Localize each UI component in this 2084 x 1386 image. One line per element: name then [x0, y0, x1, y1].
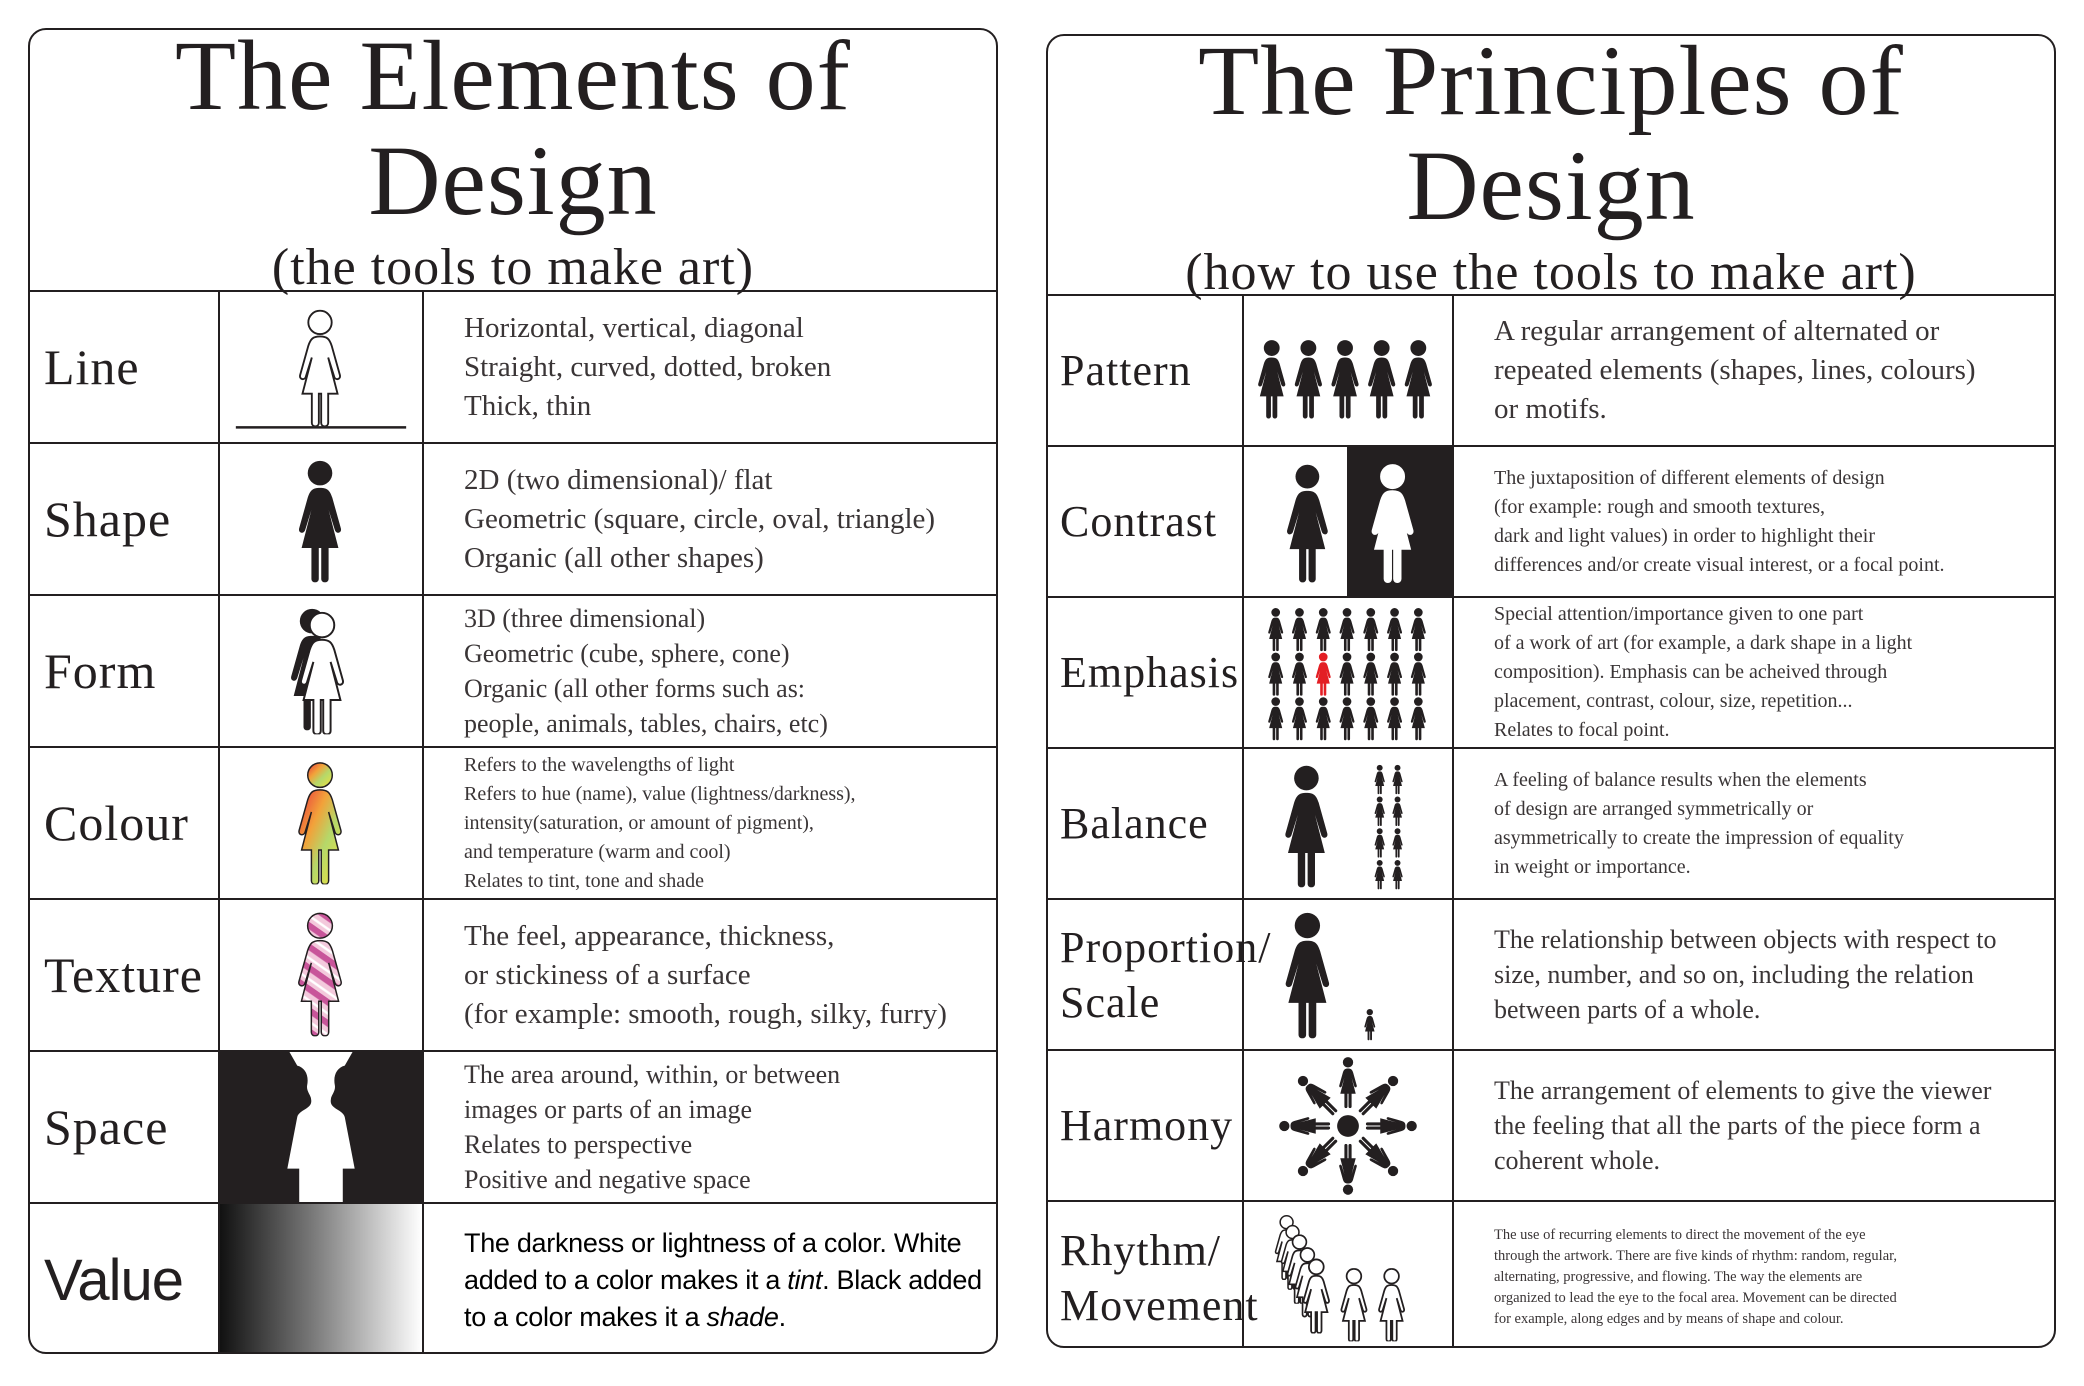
term-line: Proportion/	[1060, 922, 1272, 972]
principle-description	[1454, 447, 2054, 596]
person-grid-icon	[1244, 598, 1454, 747]
element-description	[424, 596, 996, 746]
person-figure	[1363, 697, 1378, 740]
principle-row-balance	[1048, 749, 2054, 900]
desc-line: The feel, appearance, thickness,	[464, 919, 835, 952]
desc-line: Refers to hue (name), value (lightness/darkness),	[464, 782, 856, 805]
desc-line: The area around, within, or between	[464, 1060, 841, 1089]
textured-person-icon	[220, 900, 424, 1050]
desc-line: asymmetrically to create the impression of equality	[1494, 826, 1904, 849]
principle-row-proportion	[1048, 900, 2054, 1051]
desc-fragment: to a color makes it a	[464, 1301, 700, 1332]
person-figure	[1292, 608, 1307, 651]
elements-title: The Elements of Design	[175, 28, 851, 237]
desc-fragment: .	[778, 1301, 786, 1332]
desc-line: Relates to perspective	[464, 1130, 693, 1159]
desc-fragment: . Black added	[822, 1264, 982, 1295]
element-row-space	[30, 1052, 996, 1204]
person-figure	[1279, 1117, 1330, 1135]
person-figure	[1316, 653, 1331, 696]
radial-persons-icon	[1244, 1051, 1454, 1200]
element-description	[424, 292, 996, 442]
element-row-texture	[30, 900, 996, 1052]
person-figure	[1340, 697, 1355, 740]
desc-line	[464, 1299, 982, 1336]
desc-line: (for example: rough and smooth textures,	[1494, 495, 1826, 518]
proportion-persons-icon	[1244, 900, 1454, 1049]
principle-row-rhythm	[1048, 1202, 2054, 1348]
elements-header	[30, 28, 996, 297]
desc-line: Refers to the wavelengths of light	[464, 753, 735, 776]
person-figure	[1316, 608, 1331, 651]
person-figure	[1387, 608, 1402, 651]
person-figure	[1268, 653, 1283, 696]
term-line: Movement	[1060, 1280, 1259, 1330]
person-figure	[1354, 1071, 1403, 1120]
element-description	[424, 1052, 996, 1202]
person-figure	[1293, 1071, 1342, 1120]
desc-line: A feeling of balance results when the elements	[1494, 768, 1867, 791]
principle-term: Balance	[1048, 749, 1244, 898]
element-description	[424, 748, 996, 898]
person-figure	[1387, 653, 1402, 696]
principle-term	[1048, 900, 1272, 1049]
element-row-line	[30, 292, 996, 444]
desc-line: of a work of art (for example, a dark shape in a light	[1494, 632, 1913, 654]
person-figure	[1340, 653, 1355, 696]
desc-line: coherent whole.	[1494, 1146, 1661, 1175]
desc-line: alternating, progressive, and flowing. The way the elements are	[1494, 1269, 1863, 1285]
desc-line: images or parts of an image	[464, 1095, 753, 1124]
person-figure	[1411, 653, 1426, 696]
person-row-icon	[1244, 296, 1454, 445]
desc-line: 3D (three dimensional)	[464, 604, 706, 633]
desc-line: and temperature (warm and cool)	[464, 840, 731, 863]
person-figure	[1316, 697, 1331, 740]
desc-emphasis: shade	[706, 1301, 779, 1332]
person-figure	[1292, 653, 1307, 696]
person-figure	[1268, 697, 1283, 740]
desc-line: Relates to focal point.	[1494, 719, 1670, 741]
element-row-form	[30, 596, 996, 748]
desc-line	[464, 1262, 982, 1299]
desc-line: Geometric (square, circle, oval, triangle)	[464, 502, 936, 535]
person-figure	[1363, 653, 1378, 696]
elements-panel	[28, 28, 998, 1354]
person-figure	[1354, 1132, 1403, 1181]
desc-line: differences and/or create visual interest, or a focal point.	[1494, 553, 1945, 576]
value-gradient-icon	[220, 1204, 424, 1354]
desc-line: The relationship between objects with respect to	[1494, 925, 1997, 954]
term-line: Scale	[1060, 977, 1161, 1027]
element-row-shape	[30, 444, 996, 596]
person-figure	[1339, 1144, 1357, 1195]
principle-term: Harmony	[1048, 1051, 1244, 1200]
desc-line: or motifs.	[1494, 393, 1607, 425]
element-term: Line	[30, 292, 220, 442]
rhythm-persons-icon	[1244, 1202, 1454, 1348]
principle-description	[1454, 1202, 2054, 1348]
desc-line: A regular arrangement of alternated or	[1494, 315, 1940, 347]
desc-line: Horizontal, vertical, diagonal	[464, 311, 804, 344]
person-figure	[1363, 608, 1378, 651]
desc-line: composition). Emphasis can be acheived through	[1494, 661, 1888, 683]
principles-title: The Principles of Design	[1198, 34, 1904, 242]
element-description	[424, 900, 996, 1050]
elements-subtitle: (the tools to make art)	[271, 239, 755, 297]
desc-line: for example, along edges and by means of shape and colour.	[1494, 1311, 1844, 1327]
desc-line: size, number, and so on, including the relation	[1494, 960, 1974, 989]
principle-term: Emphasis	[1048, 598, 1244, 747]
gradient-person-icon	[220, 748, 424, 898]
desc-line: The juxtaposition of different elements of design	[1494, 466, 1885, 489]
elements-table	[30, 292, 996, 1354]
person-figure	[1340, 608, 1355, 651]
element-term: Shape	[30, 444, 220, 594]
element-row-value	[30, 1204, 996, 1354]
element-term: Value	[30, 1204, 220, 1354]
principle-row-harmony	[1048, 1051, 2054, 1202]
desc-line: Straight, curved, dotted, broken	[464, 350, 832, 383]
desc-line: through the artwork. There are five kinds of rhythm: random, regular,	[1494, 1248, 1898, 1264]
desc-line: The use of recurring elements to direct the movement of the eye	[1494, 1227, 1866, 1243]
term-line: Rhythm/	[1060, 1225, 1222, 1275]
person-figure	[1339, 1057, 1357, 1108]
principle-description	[1454, 749, 2054, 898]
element-term: Space	[30, 1052, 220, 1202]
desc-line: Thick, thin	[464, 389, 592, 422]
principle-term: Pattern	[1048, 296, 1244, 445]
desc-line: intensity(saturation, or amount of pigment),	[464, 811, 814, 834]
person-figure	[1411, 697, 1426, 740]
principle-row-pattern	[1048, 296, 2054, 447]
desc-line: (for example: smooth, rough, silky, furry)	[464, 997, 947, 1030]
balance-persons-icon	[1244, 749, 1454, 898]
principle-row-contrast	[1048, 447, 2054, 598]
person-outline-icon	[220, 292, 424, 442]
desc-line: the feeling that all the parts of the piece form a	[1494, 1111, 1981, 1140]
principle-description	[1454, 598, 2054, 747]
principle-row-emphasis	[1048, 598, 2054, 749]
principles-table	[1048, 296, 2054, 1348]
person-figure	[1292, 697, 1307, 740]
person-figure	[1411, 608, 1426, 651]
principle-term: Contrast	[1048, 447, 1244, 596]
element-row-colour	[30, 748, 996, 900]
center-dot	[1337, 1115, 1359, 1137]
desc-line: Organic (all other shapes)	[464, 541, 764, 574]
element-term: Form	[30, 596, 220, 746]
person-figure	[1366, 1117, 1417, 1135]
person-silhouette-icon	[220, 444, 424, 594]
space-profiles-icon	[220, 1052, 424, 1202]
principle-term	[1048, 1202, 1259, 1348]
desc-line: of design are arranged symmetrically or	[1494, 797, 1814, 820]
desc-line: dark and light values) in order to highlight their	[1494, 524, 1876, 547]
contrast-persons-icon	[1244, 447, 1454, 596]
principles-subtitle: (how to use the tools to make art)	[1185, 244, 1917, 302]
desc-line: in weight or importance.	[1494, 855, 1691, 878]
desc-line: Special attention/importance given to one part	[1494, 603, 1864, 625]
desc-line: The arrangement of elements to give the viewer	[1494, 1076, 1992, 1105]
principles-header	[1048, 34, 2054, 302]
desc-line: between parts of a whole.	[1494, 995, 1761, 1024]
desc-emphasis: tint	[787, 1264, 823, 1295]
desc-line: Relates to tint, tone and shade	[464, 869, 704, 892]
desc-line: people, animals, tables, chairs, etc)	[464, 709, 828, 738]
element-description	[424, 1204, 996, 1354]
element-description	[424, 444, 996, 594]
desc-line: The darkness or lightness of a color. White	[464, 1227, 962, 1258]
principles-panel	[1046, 34, 2056, 1348]
desc-line: organized to lead the eye to the focal area. Movement can be directed	[1494, 1290, 1897, 1306]
principle-description	[1454, 296, 2054, 445]
desc-line: or stickiness of a surface	[464, 958, 751, 991]
desc-fragment: added to a color makes it a	[464, 1264, 781, 1295]
desc-line: Positive and negative space	[464, 1165, 751, 1194]
desc-line: repeated elements (shapes, lines, colours)	[1494, 354, 1976, 386]
person-figure	[1268, 608, 1283, 651]
desc-line: Organic (all other forms such as:	[464, 674, 806, 703]
element-term: Texture	[30, 900, 220, 1050]
form-persons-icon	[220, 596, 424, 746]
desc-line: Geometric (cube, sphere, cone)	[464, 639, 790, 668]
person-figure	[1293, 1132, 1342, 1181]
desc-line: 2D (two dimensional)/ flat	[464, 463, 773, 496]
principle-description	[1454, 1051, 2054, 1200]
desc-line: placement, contrast, colour, size, repetition...	[1494, 690, 1853, 712]
principle-description	[1454, 900, 2054, 1049]
element-term: Colour	[30, 748, 220, 898]
person-figure	[1387, 697, 1402, 740]
